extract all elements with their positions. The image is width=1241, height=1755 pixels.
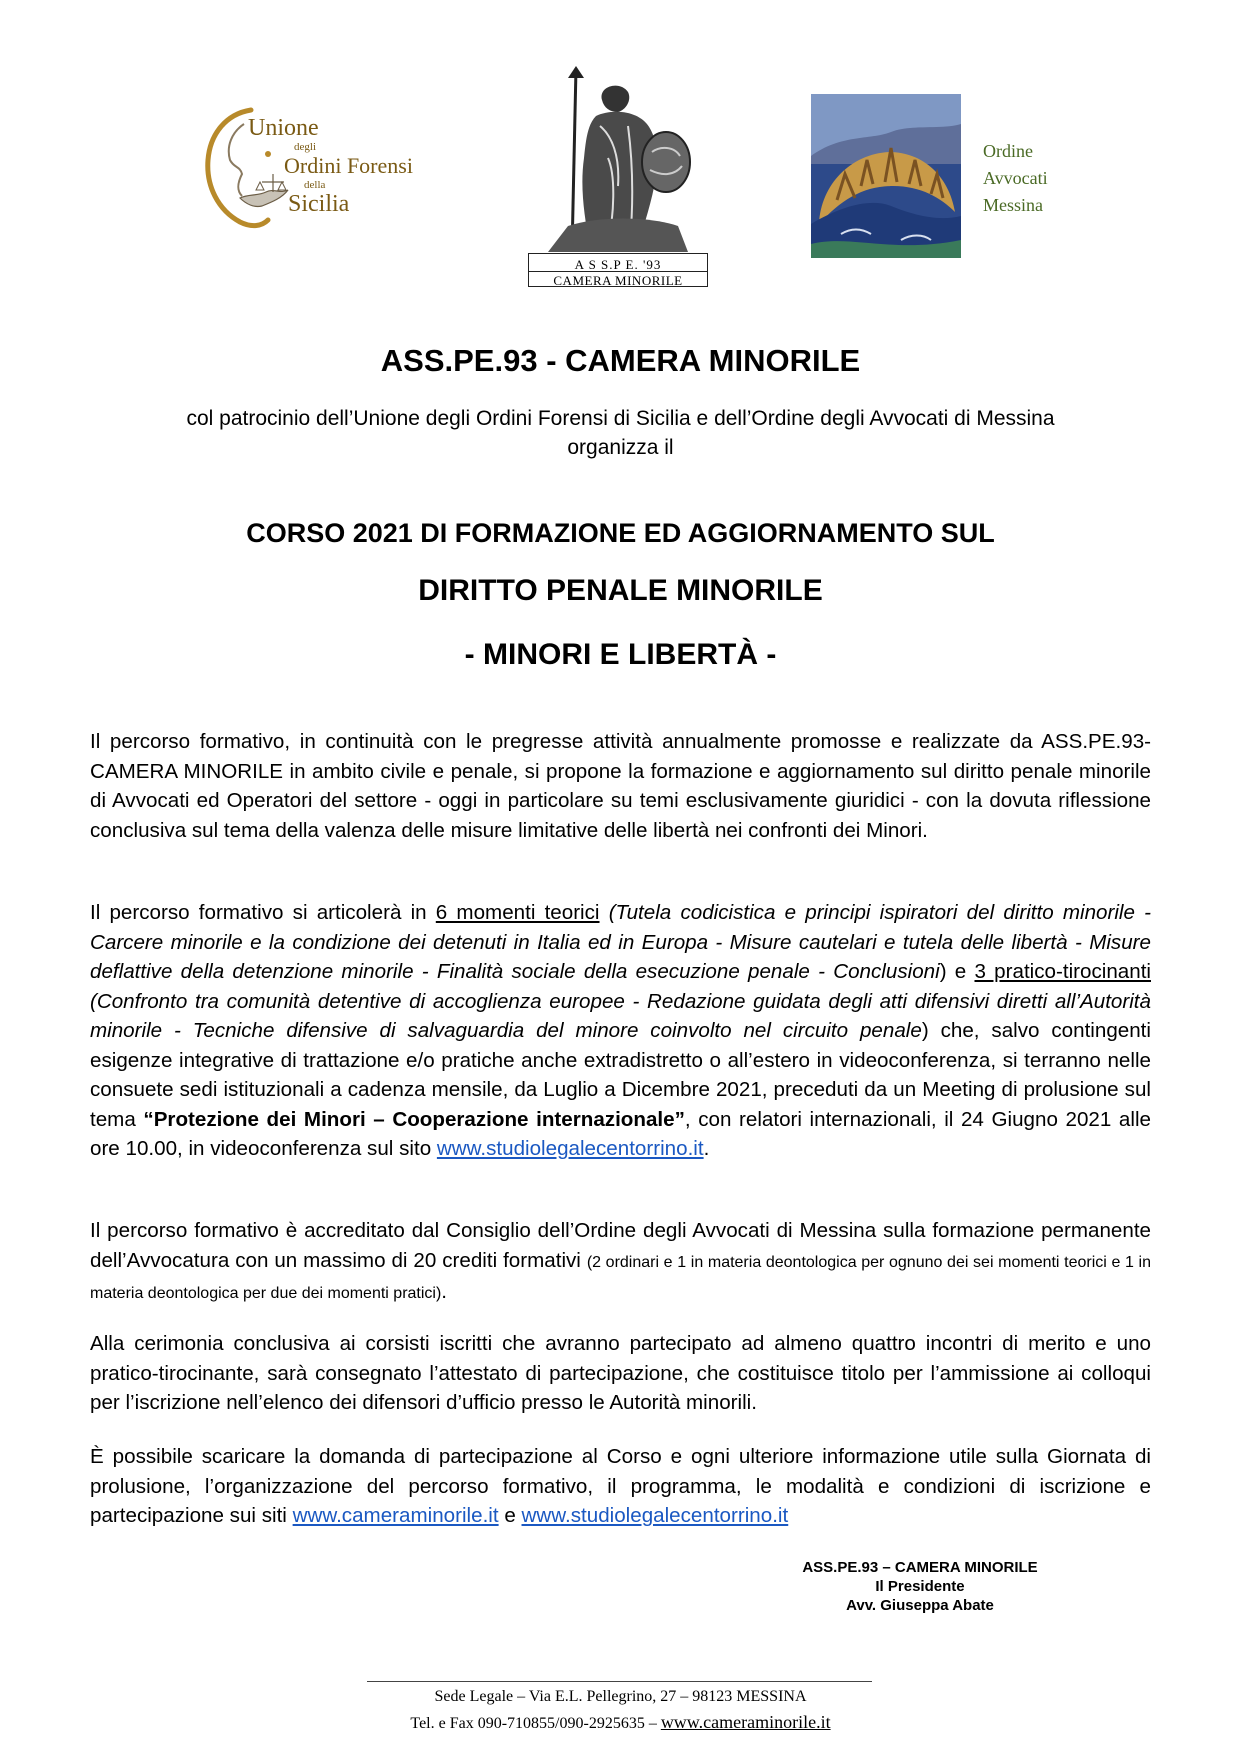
footer-contacts (0, 1712, 1241, 1733)
logo-left-line3: Ordini Forensi (284, 153, 413, 178)
logo-right-line1: Ordine (983, 141, 1033, 161)
paragraph-ceremony: Alla cerimonia conclusiva ai corsisti iscritti che avranno partecipato ad almeno quattro incontri di merito e uno pratico-tirocinante, sarà consegnato l’attestato di partecipazione, che costituisce titolo per l’ammissione ai colloqui per l’iscrizione nell’elenco dei difensori d’ufficio presso le Autorità minorili. (90, 1332, 1151, 1414)
footer-website-link[interactable]: www.cameraminorile.it (660, 1712, 831, 1732)
course-subject-heading: DIRITTO PENALE MINORILE (418, 574, 823, 607)
logo-left-line1: Unione (248, 115, 319, 141)
p3-text-c: . (441, 1280, 448, 1303)
p2-text-d: ) e (939, 960, 975, 983)
course-heading: CORSO 2021 DI FORMAZIONE ED AGGIORNAMENTO SUL (246, 518, 995, 548)
paragraph-intro: Il percorso formativo, in continuità con le pregresse attività annualmente promosse e realizzate da ASS.PE.93-CAMERA MINORILE in ambito civile e penale, si propone la formazione e aggiornamento sul diritto penale minorile di Avvocati ed Operatori del settore - oggi in particolare su temi esclusivamente giuridici - con la dovuta riflessione conclusiva sul tema della valenza delle misure limitative delle libertà nei confronti dei Minori. (90, 730, 1151, 842)
signature-role: Il Presidente (875, 1578, 965, 1595)
footer-divider (367, 1681, 872, 1682)
cameraminorile-link[interactable]: www.cameraminorile.it (292, 1504, 499, 1527)
p2-practical-topics: (Confronto tra comunità detentive di accoglienza europee - Redazione guidata degli atti difensivi diretti all’Autorità minorile - Tecniche difensive di salvaguardia del minore coinvolto nel circuito penale (90, 989, 1151, 1042)
studiolegale-link-2[interactable]: www.studiolegalecentorrino.it (521, 1504, 789, 1527)
p2-theory-topics: (Tutela codicistica e principi ispiratori del diritto minorile - Carcere minorile e la condizione dei detenuti in Italia ed in Europa - Misure cautelari e tutela delle libertà - Misure deflattive della detenzione minorile - Finalità sociale della esecuzione penale - Conclusioni (90, 901, 1151, 983)
p5-text-b: e (498, 1504, 522, 1527)
p2-text-g: ) che, salvo contingenti esigenze integrative di trattazione e/o pratiche anche extradistretto o all’estero in videoconferenza, si terranno nelle consuete sedi istituzionali a cadenza mensile, da Luglio a Dicembre 2021, preceduti da un Meeting di prolusione sul tema (90, 1019, 1151, 1131)
signature-block (790, 1558, 1050, 1615)
p2-meeting-theme: “Protezione dei Minori – Cooperazione internazionale” (143, 1107, 685, 1131)
plate-line1: A S S.P E. '93 (574, 257, 662, 272)
organizes-line: organizza il (567, 436, 674, 459)
p2-practical-sessions: 3 pratico-tirocinanti (974, 960, 1151, 983)
logo-left-line2: degli (294, 141, 316, 153)
p3-text-a: Il percorso formativo è accreditato dal Consiglio dell’Ordine degli Avvocati di Messina sulla formazione permanente dell’Avvocatura con un massimo di 20 crediti formativi (90, 1219, 1151, 1272)
asspe93-plate (528, 253, 708, 287)
ordine-avvocati-messina-logo (811, 94, 961, 258)
studiolegale-link[interactable]: www.studiolegalecentorrino.it (436, 1137, 704, 1160)
logo-left-line4: della (304, 179, 326, 191)
logo-left-line5: Sicilia (288, 191, 350, 217)
logo-right-line3: Messina (983, 195, 1043, 215)
p5-text-a: È possibile scaricare la domanda di partecipazione al Corso e ogni ulteriore informazione utile sulla Giornata di prolusione, l’organizzazione del percorso formativo, il programma, le modalità e condizioni di iscrizione e partecipazione sui siti (90, 1445, 1151, 1527)
p2-text-a: Il percorso formativo si articolerà in (90, 901, 436, 924)
plate-line2: CAMERA MINORILE (529, 271, 707, 289)
logo-right-line2: Avvocati (983, 168, 1048, 188)
signature-org: ASS.PE.93 – CAMERA MINORILE (802, 1559, 1038, 1576)
asspe93-logo (528, 66, 710, 288)
ordine-avvocati-messina-text (983, 138, 1048, 219)
p2-text-k: . (703, 1137, 710, 1160)
patronage-line: col patrocinio dell’Unione degli Ordini Forensi di Sicilia e dell’Ordine degli Avvocati di Messina (186, 407, 1055, 430)
unione-ordini-forensi-logo (196, 102, 441, 232)
p3-credits-detail: (2 ordinari e 1 in materia deontologica per ognuno dei sei momenti teorici e 1 in materia deontologica per due dei momenti pratici) (90, 1253, 1151, 1302)
paragraph-structure (90, 898, 1151, 1164)
document-title: ASS.PE.93 - CAMERA MINORILE (380, 343, 861, 378)
paragraph-accreditation (90, 1216, 1151, 1309)
paragraph-download (90, 1442, 1151, 1531)
p2-theory-sessions: 6 momenti teorici (435, 901, 600, 924)
p2-text-i: , con relatori internazionali, il 24 Giugno 2021 alle ore 10.00, in videoconferenza sul sito (90, 1107, 1151, 1160)
messina-painting-icon (811, 94, 961, 258)
statue-icon (528, 66, 710, 254)
footer-phone: Tel. e Fax 090-710855/090-2925635 – (410, 1715, 661, 1732)
footer-address: Sede Legale – Via E.L. Pellegrino, 27 – 98123 MESSINA (434, 1688, 807, 1705)
signature-name: Avv. Giuseppa Abate (846, 1597, 994, 1614)
course-theme-heading: - MINORI E LIBERTÀ - (464, 638, 777, 671)
